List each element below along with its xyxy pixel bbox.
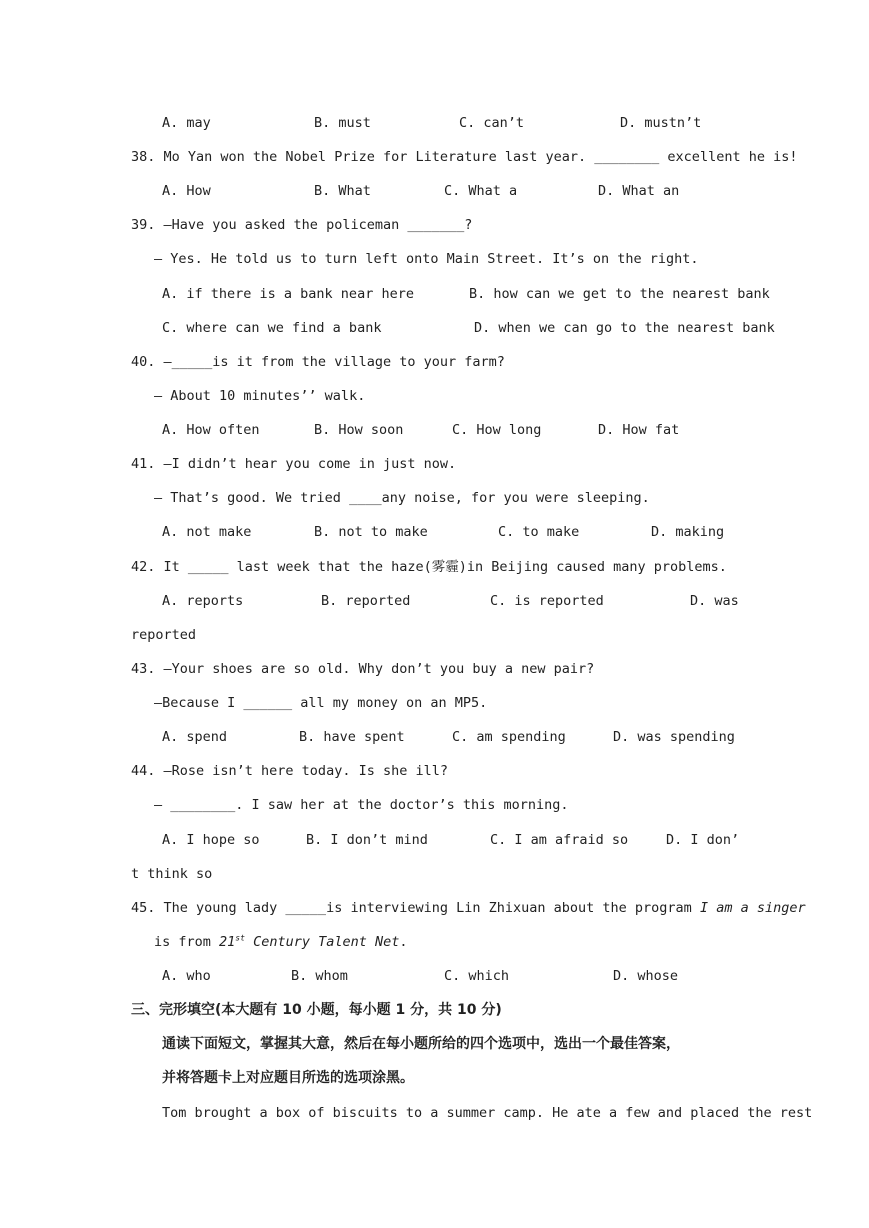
option-b: B. reported [321, 593, 411, 609]
option-c: C. I am afraid so [490, 832, 629, 848]
question-43-stem: 43. —Your shoes are so old. Why don’t you buy a new pair? [131, 661, 595, 677]
question-40-stem: 40. —_____is it from the village to your farm? [131, 354, 505, 370]
question-45-stem [131, 899, 806, 917]
website-title: Century Talent Net [244, 934, 400, 950]
option-a: A. not make [162, 524, 252, 540]
option-d: D. when we can go to the nearest bank [474, 320, 775, 336]
option-c: C. is reported [490, 593, 604, 609]
question-39-reply: — Yes. He told us to turn left onto Main Street. It’s on the right. [154, 251, 699, 267]
question-40-reply: — About 10 minutes’’ walk. [154, 388, 366, 404]
option-d: D. How fat [598, 422, 680, 438]
option-d: D. What an [598, 183, 680, 199]
option-c: C. What a [444, 183, 518, 199]
option-b: B. What [314, 183, 371, 199]
option-d: D. I don’ [666, 832, 740, 848]
question-44-stem: 44. —Rose isn’t here today. Is she ill? [131, 763, 448, 779]
option-b: B. how can we get to the nearest bank [469, 286, 770, 302]
ordinal-suffix: st [235, 933, 245, 943]
option-c: C. am spending [452, 729, 566, 745]
section-heading: 三、完形填空(本大题有 10 小题，每小题 1 分，共 10 分) [131, 1002, 502, 1018]
option-c: C. to make [498, 524, 580, 540]
option-c: C. which [444, 968, 510, 984]
option-d: D. making [651, 524, 725, 540]
section-instruction: 通读下面短文，掌握其大意，然后在每小题所给的四个选项中，选出一个最佳答案， [162, 1036, 680, 1052]
option-a: A. How often [162, 422, 260, 438]
program-title: I am a singer [699, 900, 806, 916]
option-a: A. if there is a bank near here [162, 286, 414, 302]
question-41-stem: 41. —I didn’t hear you come in just now. [131, 456, 457, 472]
stem-text: is from [154, 934, 220, 950]
option-b: B. have spent [299, 729, 405, 745]
option-b: B. How soon [314, 422, 404, 438]
option-b: B. I don’t mind [306, 832, 428, 848]
question-42-stem: 42. It _____ last week that the haze(雾霾)in Beijing caused many problems. [131, 559, 727, 575]
option-d: D. whose [613, 968, 679, 984]
option-a: A. How [162, 183, 211, 199]
option-d: D. was spending [613, 729, 735, 745]
question-44-wrap: t think so [131, 866, 213, 882]
option-a: A. spend [162, 729, 228, 745]
option-c: C. can’t [459, 115, 525, 131]
question-39-stem: 39. —Have you asked the policeman _______? [131, 217, 473, 233]
section-instruction-cont: 并将答题卡上对应题目所选的选项涂黑。 [162, 1070, 414, 1086]
question-38-stem: 38. Mo Yan won the Nobel Prize for Literature last year. ________ excellent he is! [131, 149, 798, 165]
option-d: D. was [690, 593, 739, 609]
option-c: C. where can we find a bank [162, 320, 382, 336]
option-c: C. How long [452, 422, 542, 438]
passage-line: Tom brought a box of biscuits to a summer camp. He ate a few and placed the rest [162, 1105, 813, 1121]
option-b: B. not to make [314, 524, 428, 540]
option-b: B. must [314, 115, 371, 131]
question-45-stem-line2 [154, 933, 408, 951]
question-44-reply: — ________. I saw her at the doctor’s this morning. [154, 797, 569, 813]
stem-text: 45. The young lady _____is interviewing Lin Zhixuan about the program [131, 900, 700, 916]
option-a: A. reports [162, 593, 244, 609]
option-a: A. who [162, 968, 211, 984]
stem-period: . [399, 934, 408, 950]
question-43-reply: —Because I ______ all my money on an MP5. [154, 695, 488, 711]
option-a: A. may [162, 115, 211, 131]
ordinal-number: 21 [219, 934, 236, 950]
option-d: D. mustn’t [620, 115, 702, 131]
option-b: B. whom [291, 968, 348, 984]
option-a: A. I hope so [162, 832, 260, 848]
question-41-reply: — That’s good. We tried ____any noise, for you were sleeping. [154, 490, 650, 506]
question-42-wrap: reported [131, 627, 197, 643]
